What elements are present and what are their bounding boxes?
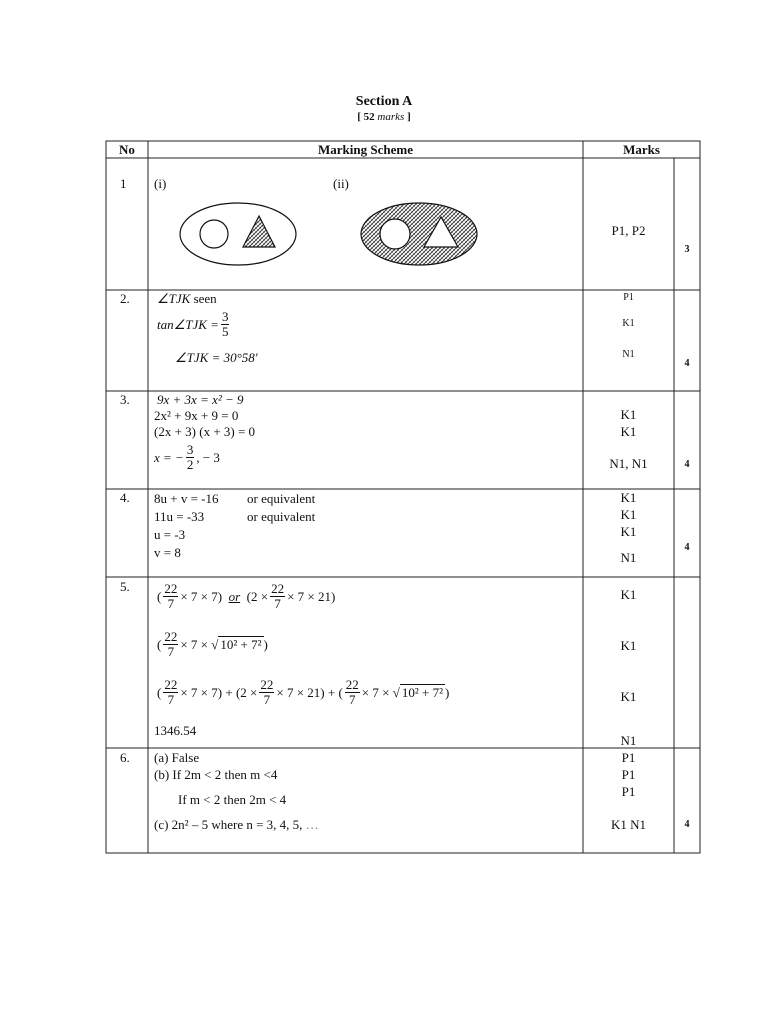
q4-mark2: K1: [620, 507, 637, 522]
q5-mark2: K1: [620, 638, 637, 653]
section-title: Section A: [355, 94, 413, 109]
q3-number: 3.: [120, 392, 130, 407]
q3-mark2: K1: [620, 424, 637, 439]
q4-line4: v = 8: [154, 545, 181, 560]
q4-line1: 8u + v = -16: [154, 491, 219, 506]
q2-line2: tan∠TJK = $\frac{3}{5}$: [157, 309, 229, 339]
q6-part-c: (c) 2n² – 5 where n = 3, 4, 5, …: [154, 817, 319, 832]
q6-mark3: P1: [621, 784, 636, 799]
q4-line2: 11u = -33: [154, 509, 205, 524]
q4-line1-note: or equivalent: [247, 491, 316, 506]
q6-part-a: (a) False: [154, 750, 200, 765]
q3-line1: 9x + 3x = x² − 9: [157, 392, 244, 407]
venn-diagram-ii: [361, 203, 477, 265]
q2-mark1: P1: [623, 292, 634, 303]
q5-mark1: K1: [620, 587, 637, 602]
q1-label-ii: (ii): [333, 176, 349, 191]
q4-number: 4.: [120, 490, 130, 505]
col-marks: Marks: [623, 142, 660, 157]
q6-mark1: P1: [621, 750, 636, 765]
q3-line4: x = − $\frac{3}{2}$ , − 3: [154, 442, 220, 472]
q4-mark3: K1: [620, 524, 637, 539]
q2-line3: ∠TJK = 30°58′: [175, 350, 258, 365]
q3-mark1: K1: [620, 407, 637, 422]
venn-diagram-i: [180, 203, 296, 265]
q6-number: 6.: [120, 750, 130, 765]
q2-total: 4: [684, 358, 690, 369]
q6-part-b1: (b) If 2m < 2 then m <4: [154, 767, 278, 782]
q6-mark2: P1: [621, 767, 636, 782]
q6-mark4: K1 N1: [610, 817, 647, 832]
q2-number: 2.: [120, 291, 130, 306]
q5-number: 5.: [120, 579, 130, 594]
col-scheme: Marking Scheme: [318, 142, 413, 157]
q5-mark4: N1: [620, 733, 637, 748]
q3-line3: (2x + 3) (x + 3) = 0: [154, 424, 256, 439]
q6-part-b2: If m < 2 then 2m < 4: [178, 792, 287, 807]
marks-word: marks: [377, 111, 405, 123]
q3-line2: 2x² + 9x + 9 = 0: [154, 408, 239, 423]
q6-total: 4: [684, 819, 690, 830]
q4-mark1: K1: [620, 490, 637, 505]
q2-line1: ∠TJK seen: [157, 291, 217, 306]
q3-mark3: N1, N1: [609, 456, 648, 471]
q5-line1: ( $\frac{22}{7}$ × 7 × 7) or (2 × $\frac{22}{7}$ × 7 × 21): [157, 581, 336, 611]
q4-line3: u = -3: [154, 527, 186, 542]
q1-number: 1: [120, 176, 127, 191]
marks-number: 52: [363, 111, 375, 123]
q2-mark2: K1: [622, 318, 635, 329]
q1-label-i: (i): [154, 176, 167, 191]
q5-mark3: K1: [620, 689, 637, 704]
q5-line3: ( $\frac{22}{7}$ × 7 × 7) + (2 × $\frac{22}{7}$ × 7 × 21) + ( $\frac{22}{7}$ × 7 × √ 10² + 7² ): [157, 677, 450, 707]
q5-line2: ( $\frac{22}{7}$ × 7 × √ 10² + 7² ): [157, 629, 268, 659]
q3-total: 4: [684, 459, 690, 470]
q5-answer: 1346.54: [154, 723, 197, 738]
q2-mark3: N1: [622, 349, 635, 360]
q1-total: 3: [684, 244, 690, 255]
col-no: No: [119, 142, 135, 157]
q4-total: 4: [684, 542, 690, 553]
q4-mark4: N1: [620, 550, 637, 565]
q1-marks: P1, P2: [611, 223, 646, 238]
section-marks: [ 52 marks ]: [357, 111, 411, 123]
q4-line2-note: or equivalent: [247, 509, 316, 524]
